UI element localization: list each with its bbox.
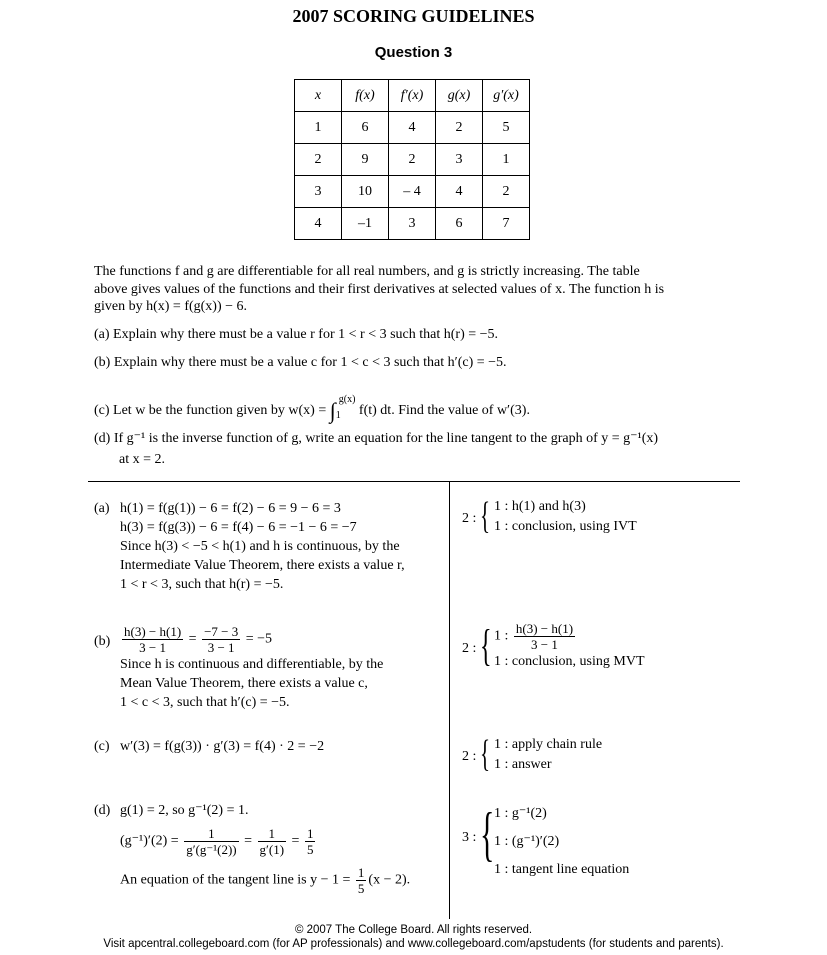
rubric-points: 2 : (462, 641, 477, 656)
column-divider (449, 481, 450, 919)
answer-c-label: (c) (94, 739, 110, 754)
answer-a-label: (a) (94, 501, 110, 516)
question-c-text: (c) Let w be the function given by w(x) = (94, 403, 330, 418)
answer-a-line: 1 < r < 3, such that h(r) = −5. (120, 577, 284, 592)
table-cell: 10 (342, 176, 389, 208)
rubric-item: 1 : answer (494, 757, 552, 772)
table-row (295, 144, 530, 176)
table-cell: 3 (436, 144, 483, 176)
fraction: $\frac{-7 - 3}{3 - 1}$ (204, 624, 239, 655)
integral-lower-limit: 1 (335, 409, 341, 421)
table-row (295, 208, 530, 240)
fraction: $\frac{1}{g'(1)}$ (259, 826, 285, 857)
table-cell: 3 (389, 208, 436, 240)
footer-links-text: Visit apcentral.collegeboard.com (for AP professionals) and www.collegeboard.com/apstudents (for students and parents). (103, 938, 724, 950)
rubric-a (462, 497, 637, 537)
table-cell: 2 (389, 144, 436, 176)
rubric-b (462, 621, 645, 672)
table-cell: 9 (342, 144, 389, 176)
copyright-notice: © 2007 The College Board. All rights reserved. (294, 924, 533, 936)
page-title: 2007 SCORING GUIDELINES (292, 6, 535, 26)
table-cell: 4 (436, 176, 483, 208)
rubric-item: 1 : h(1) and h(3) (494, 499, 586, 514)
table-cell: 6 (342, 112, 389, 144)
answer-b-equation (120, 624, 444, 655)
table-row (295, 176, 530, 208)
question-b: (b) Explain why there must be a value c for 1 < c < 3 such that h′(c) = −5. (94, 355, 507, 370)
question-d (94, 430, 754, 469)
rubric-item: 1 : $\frac{h(3) - h(1)}{3 - 1}$ (494, 621, 574, 652)
rubric-item: 1 : conclusion, using MVT (494, 654, 645, 669)
answer-d-line: g(1) = 2, so g⁻¹(2) = 1. (120, 803, 249, 818)
rubric-points: 3 : (462, 830, 477, 845)
rubric-item: 1 : tangent line equation (494, 862, 630, 877)
equals-sign: = (244, 833, 253, 849)
brace-icon: { (480, 621, 492, 670)
answer-d-derivative (120, 826, 449, 857)
fraction: $\frac{h(3) - h(1)}{3 - 1}$ (124, 624, 182, 655)
table-cell: 4 (295, 208, 342, 240)
table-cell: 2 (483, 176, 530, 208)
equals-sign: = (188, 631, 197, 647)
table-cell: 2 (295, 144, 342, 176)
table-header-cell: x (295, 80, 342, 112)
question-c (94, 391, 754, 425)
tangent-text-end: (x − 2). (368, 872, 411, 888)
section-divider (88, 481, 740, 482)
table-cell: 1 (483, 144, 530, 176)
answer-a-line: Since h(3) < −5 < h(1) and h is continuous, by the (120, 539, 400, 554)
question-d-line: (d) If g⁻¹ is the inverse function of g, write an equation for the line tangent to the graph of y = g⁻¹(x) (94, 431, 659, 446)
table-cell: – 4 (389, 176, 436, 208)
derivative-lhs: (g⁻¹)′(2) = (120, 833, 179, 849)
values-table (294, 79, 530, 240)
table-cell: 3 (295, 176, 342, 208)
table-cell: 2 (436, 112, 483, 144)
answer-a-line: h(3) = f(g(3)) − 6 = f(4) − 6 = −1 − 6 = −7 (120, 520, 357, 535)
table-cell: 6 (436, 208, 483, 240)
integral-upper-limit: g(x) (338, 394, 356, 405)
tangent-text: An equation of the tangent line is y − 1 = (120, 872, 351, 888)
equals-sign: = (291, 833, 300, 849)
fraction: $\frac{1}{5}$ (357, 865, 365, 896)
fraction: $\frac{h(3) - h(1)}{3 - 1}$ (515, 621, 574, 652)
fraction: $\frac{1}{\text{g′(g⁻¹(2))}}$ (186, 826, 237, 857)
intro-paragraph (94, 263, 734, 316)
table-header-cell: g(x) (436, 80, 483, 112)
brace-icon: { (480, 733, 491, 775)
table-cell: –1 (342, 208, 389, 240)
table-header-cell: f′(x) (389, 80, 436, 112)
fraction: $\frac{1}{5}$ (306, 826, 314, 857)
rubric-item: 1 : g⁻¹(2) (494, 806, 547, 821)
intro-line: The functions f and g are differentiable for all real numbers, and g is strictly increasing. The table (94, 264, 640, 279)
table-cell: 7 (483, 208, 530, 240)
answer-b-result: = −5 (245, 631, 273, 647)
intro-line: above gives values of the functions and their first derivatives at selected values of x. The function h is (94, 281, 665, 297)
answer-c (94, 737, 444, 756)
answer-b-line: Mean Value Theorem, there exists a value c, (120, 676, 368, 691)
answer-d (94, 801, 449, 896)
table-row (295, 112, 530, 144)
question-heading: Question 3 (374, 44, 453, 61)
answer-b-line: 1 < c < 3, such that h′(c) = −5. (120, 695, 290, 710)
answer-b-line: Since h is continuous and differentiable, by the (120, 657, 384, 672)
rubric-points: 2 : (462, 749, 477, 764)
table-cell: 5 (483, 112, 530, 144)
answer-c-line: w′(3) = f(g(3)) · g′(3) = f(4) · 2 = −2 (120, 739, 325, 754)
rubric-item: 1 : (g⁻¹)′(2) (494, 834, 560, 849)
table-header-row (295, 80, 530, 112)
answer-d-tangent (120, 865, 449, 896)
intro-line: given by h(x) = f(g(x)) − 6. (94, 299, 248, 314)
answer-a (94, 499, 444, 594)
question-c-text-end: f(t) dt. Find the value of w′(3). (355, 403, 530, 418)
table-cell: 1 (295, 112, 342, 144)
rubric-item: 1 : apply chain rule (494, 737, 603, 752)
answer-b (94, 624, 444, 712)
answer-a-line: Intermediate Value Theorem, there exists a value r, (120, 558, 405, 573)
rubric-points: 2 : (462, 511, 477, 526)
brace-icon: { (480, 495, 491, 537)
question-a: (a) Explain why there must be a value r for 1 < r < 3 such that h(r) = −5. (94, 327, 499, 342)
brace-icon: { (480, 801, 495, 867)
integral-sign: ∫ (329, 398, 336, 423)
rubric-c (462, 735, 602, 775)
table-cell: 4 (389, 112, 436, 144)
answer-a-line: h(1) = f(g(1)) − 6 = f(2) − 6 = 9 − 6 = 3 (120, 501, 341, 516)
rubric-d (462, 800, 629, 884)
table-header-cell: g′(x) (483, 80, 530, 112)
answer-d-label: (d) (94, 803, 111, 818)
table-header-cell: f(x) (342, 80, 389, 112)
answer-b-label: (b) (94, 634, 111, 649)
question-d-line: at x = 2. (119, 452, 165, 467)
rubric-item: 1 : conclusion, using IVT (494, 519, 637, 534)
